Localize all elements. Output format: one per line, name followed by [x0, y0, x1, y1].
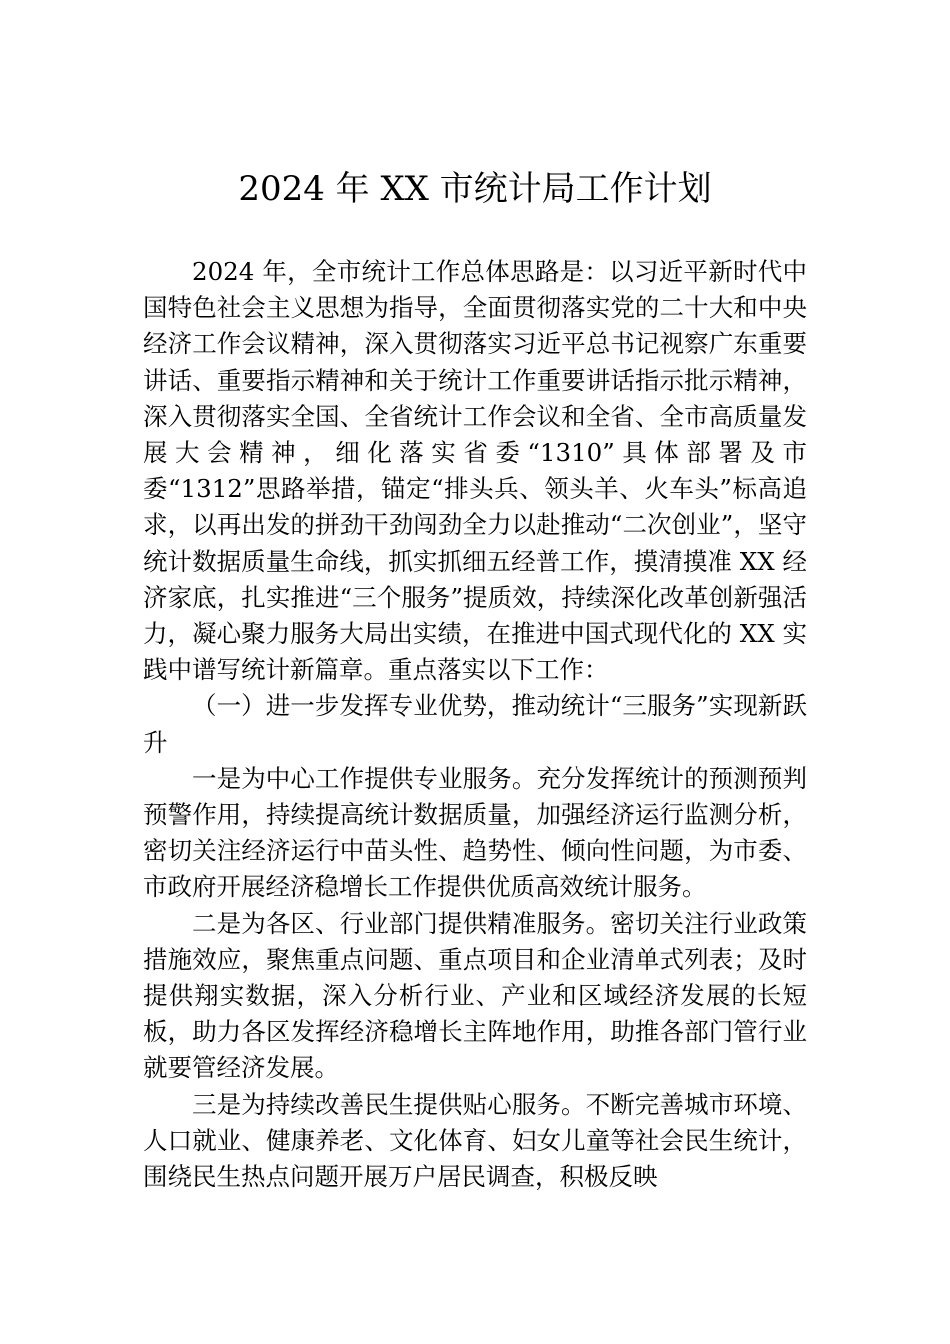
document-title: 2024 年 XX 市统计局工作计划 [238, 169, 712, 209]
section-heading-1: （一）进一步发挥专业优势，推动统计“三服务”实现新跃升 [143, 691, 807, 757]
paragraph-item-1: 一是为中心工作提供专业服务。充分发挥统计的预测预判预警作用，持续提高统计数据质量，加强经济运行监测分析，密切关注经济运行中苗头性、趋势性、倾向性问题，为市委、市政府开展经济稳增长工作提供优质高效统计服务。 [143, 763, 807, 902]
paragraph-item-3: 三是为持续改善民生提供贴心服务。不断完善城市环境、人口就业、健康养老、文化体育、妇女儿童等社会民生统计，围绕民生热点问题开展万户居民调查，积极反映 [143, 1089, 807, 1192]
paragraph-item-2: 二是为各区、行业部门提供精准服务。密切关注行业政策措施效应，聚焦重点问题、重点项目和企业清单式列表；及时提供翔实数据，深入分析行业、产业和区域经济发展的长短板，助力各区发挥经济稳增长主阵地作用，助推各部门管行业就要管经济发展。 [143, 908, 807, 1083]
paragraph-overview: 2024 年，全市统计工作总体思路是：以习近平新时代中国特色社会主义思想为指导，全面贯彻落实党的二十大和中央经济工作会议精神，深入贯彻落实习近平总书记视察广东重要讲话、重要指示精神和关于统计工作重要讲话指示批示精神，深入贯彻落实全国、全省统计工作会议和全省、全市高质量发展大会精神，细化落实省委“1310”具体部署及市委“1312”思路举措，锚定“排头兵、领头羊、火车头”标高追求，以再出发的拼劲干劲闯劲全力以赴推动“二次创业”，坚守统计数据质量生命线，抓实抓细五经普工作，摸清摸准 XX 经济家底，扎实推进“三个服务”提质效，持续深化改革创新强活力，凝心聚力服务大局出实绩，在推进中国式现代化的 XX 实践中谱写统计新篇章。重点落实以下工作： [143, 257, 807, 685]
document-body [143, 254, 807, 1195]
